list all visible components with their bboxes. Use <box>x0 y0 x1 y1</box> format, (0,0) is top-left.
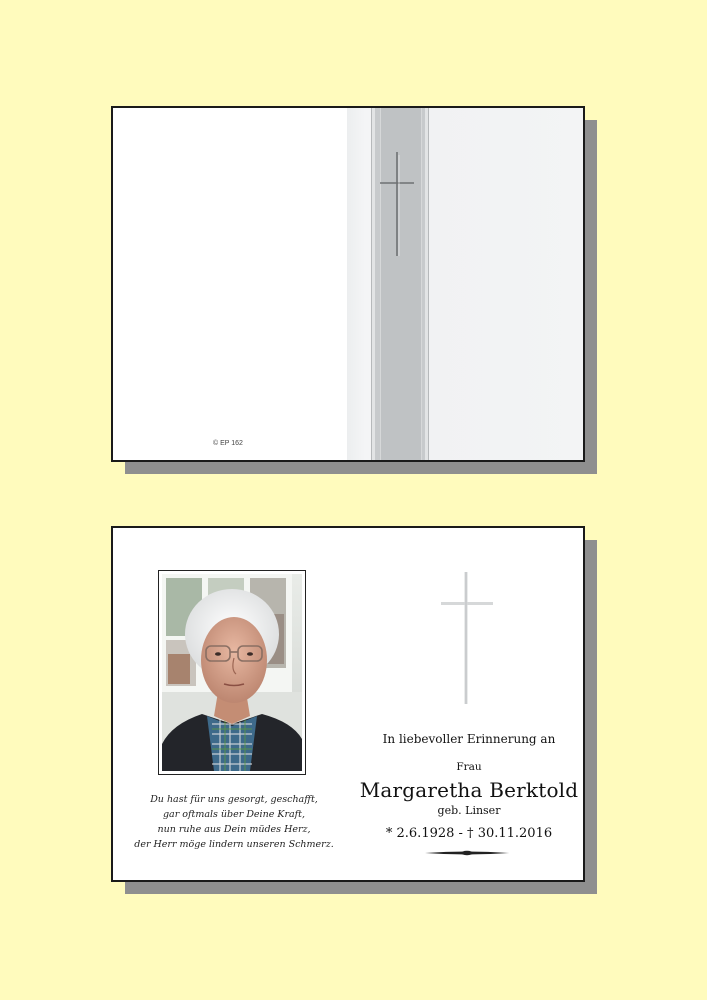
in-memory-heading: In liebevoller Erinnerung an <box>382 732 556 746</box>
band-edge-right <box>425 108 428 460</box>
verse-line: der Herr möge lindern unseren Schmerz. <box>134 839 334 850</box>
maiden-name: geb. Linser <box>437 804 501 817</box>
ornament-divider-icon <box>425 849 509 857</box>
cross-icon <box>439 570 495 706</box>
portrait-frame <box>158 570 306 775</box>
portrait-photo <box>162 574 302 771</box>
verse-line: nun ruhe aus Dein müdes Herz, <box>157 824 311 835</box>
memorial-verse <box>123 792 345 852</box>
life-dates: * 2.6.1928 - † 30.11.2016 <box>385 826 553 841</box>
cross-icon <box>378 152 418 258</box>
copyright-text: © EP 162 <box>213 440 243 447</box>
verse-line: Du hast für uns gesorgt, geschafft, <box>150 794 318 805</box>
salutation: Frau <box>456 761 482 773</box>
inside-card <box>111 526 585 882</box>
verse-line: gar oftmals über Deine Kraft, <box>162 809 306 820</box>
band-edge-left <box>372 108 375 460</box>
front-card <box>111 106 585 462</box>
deceased-name: Margaretha Berktold <box>359 778 579 802</box>
